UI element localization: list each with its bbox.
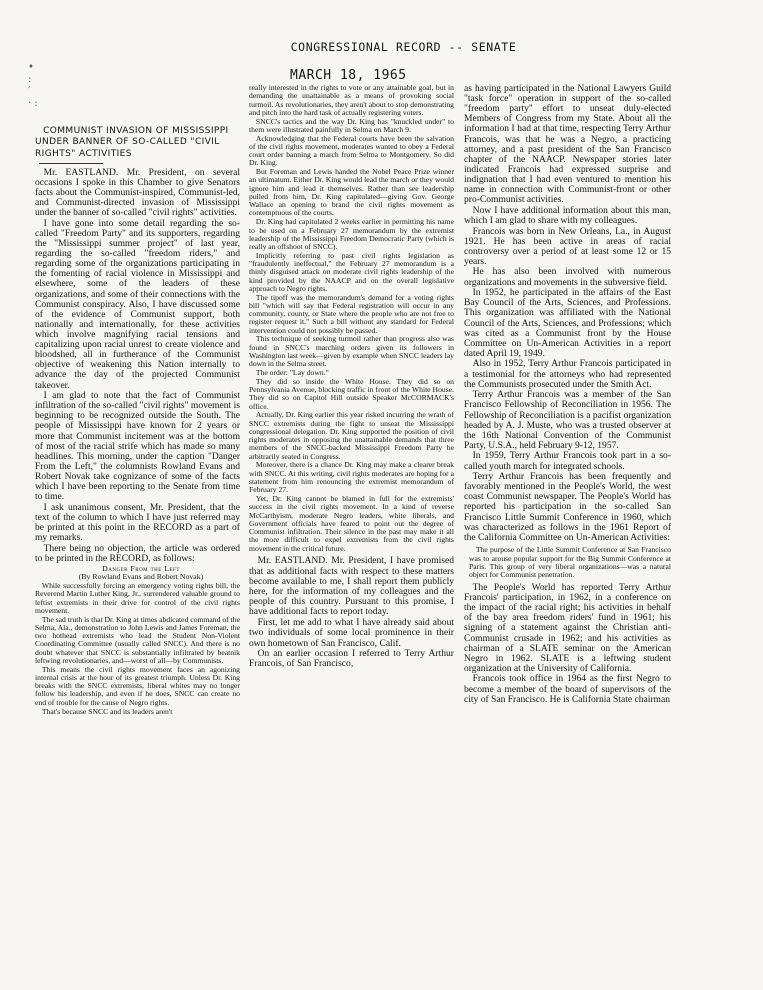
headline-divider	[39, 163, 103, 164]
paragraph: Also in 1952, Terry Arthur Francois participated in a testimonial for the attorneys who had represented the Communists prosecuted under the Smith Act.	[464, 358, 671, 390]
paragraph: Francois was born in New Orleans, La., in August 1921. He has been active in areas of racial controversy over a period of at least some 12 or 15 years.	[464, 225, 671, 267]
paragraph: In 1959, Terry Arthur Francois took part in a so-called youth march for integrated schools.	[464, 450, 671, 472]
margin-mark: :	[28, 74, 32, 85]
paragraph: Mr. EASTLAND. Mr. President, on several occasions I spoke in this Chamber to give Senators facts about the Communist-inspired, Communist-led, and Communist-directed invasion of Mississippi under the banner of so-called "civil rights" activities.	[35, 166, 240, 219]
article-paragraph: Dr. King had capitulated 2 weeks earlier in permitting his name to be used on a February 27 memorandum by the extremist leadership of the Mississippi Freedom Democratic Party (which is really an offshoot of SNCC).	[249, 217, 454, 252]
margin-marks	[28, 62, 38, 110]
column-2	[249, 84, 454, 670]
article-paragraph: This means the civil rights movement faces an agonizing internal crisis at the hour of its greatest triumph. Unless Dr. King breaks with the SNCC extremists, liberal whites may no longer follow his leadership, and even if he does, SNCC can create no end of trouble for the cause of Negro rights.	[35, 664, 240, 707]
article-paragraph: Implicitly referring to past civil rights legislation as "fraudulently ineffectual," the February 27 memorandum is a thinly disguised attack on moderate civil rights leadership of the kind provided by the NAACP and on the overall legislative approach to Negro rights.	[249, 250, 454, 293]
article-paragraph: While successfully forcing an emergency voting rights bill, the Reverend Martin Luther King, Jr., surrendered valuable ground to leftist extremists in their drive for control of the civil rights movement.	[35, 581, 240, 615]
paragraph: He has also been involved with numerous organizations and movements in the subversive field.	[464, 266, 671, 288]
paragraph: Mr. EASTLAND. Mr. President, I have promised that as additional facts with respect to these matters become available to me, I shall report them publicly here, for the information of my colleagues and the people of this country. Pursuant to this promise, I have additional facts to report today.	[249, 555, 454, 618]
column-3	[464, 84, 671, 705]
article-paragraph: really interested in the rights to vote or any attainable goal, but in demanding the unattainable as a means of provoking social turmoil. As revolutionaries, they aren't about to stop demonstrating and pitch into the hard task of actually registering voters.	[249, 83, 454, 117]
page-header-date: MARCH 18, 1965	[290, 68, 407, 83]
page-header-title: CONGRESSIONAL RECORD -- SENATE	[290, 40, 517, 54]
margin-mark: •	[28, 62, 34, 73]
paragraph: I have gone into some detail regarding the so-called "Freedom Party" and its supporters, regarding the "Mississippi summer project" of last year, regarding the so-called "freedom riders," and regarding some of the organizations participating in the fomenting of racial violence in Mississippi and elsewhere, some of the leaders of these organizations, and some of their connections with the Communist conspiracy. Also, I have discussed some of the evidence of Communist support, both nationally and internationally, for these activities which involve magnifying racial tensions and capitalizing upon racial unrest to create violence and bloodshed, all in furtherance of the Communist objective of weakening this Nation internally to advance the day of the projected Communist takeover.	[35, 217, 240, 391]
paragraph: The People's World has reported Terry Arthur Francois' participation, in 1962, in a conference on the impact of the racial right; his activities in behalf of the bay area freedom riders' fund in 1961; his signing of a statement against the Christian anti-Communist crusade in 1962; and his activities as chairman of a SLATE seminar on the American Negro in 1962. SLATE is a leftwing student organization at the University of California.	[464, 581, 671, 674]
article-paragraph: They did so inside the White House. They did so on Pennsylvania Avenue, blocking traffic in front of the White House. They did so on Capitol Hill outside Speaker McCORMACK's office.	[249, 376, 454, 411]
inserted-article-byline: (By Rowland Evans and Robert Novak)	[78, 572, 204, 582]
column-1	[35, 126, 240, 716]
paragraph: On an earlier occasion I referred to Terry Arthur Francois, of San Francisco,	[249, 648, 454, 670]
article-paragraph: The tipoff was the memorandum's demand for a voting rights bill "which will say that Federal registration will occur in any community, county, or State where the people who are not free to register request it." Such a bill without any standard for Federal intervention could not possibly be passed.	[249, 292, 454, 335]
article-headline: COMMUNIST INVASION OF MISSISSIPPI UNDER BANNER OF SO-CALLED "CIVIL RIGHTS" ACTIVITIES	[35, 126, 229, 159]
article-paragraph: SNCC's tactics and the way Dr. King has "knuckled under" to them were illustrated painfully in Selma on March 9.	[249, 116, 454, 134]
paragraph: I am glad to note that the fact of Communist infiltration of the so-called "civil rights" movement is beginning to be recognized outside the South. The people of Mississippi have known for 2 years or more that Communist incitement was at the bottom of most of the racial strife which has made so many headlines. This morning, under the caption "Danger From the Left," the columnists Rowland Evans and Robert Novak take cognizance of some of the facts which I have been reporting to the Senate from time to time.	[35, 390, 240, 503]
paragraph: Francois took office in 1964 as the first Negro to become a member of the board of supervisors of the city of San Francisco. He is California State chairman	[464, 673, 671, 705]
article-paragraph: The order: "Lay down."	[255, 368, 329, 378]
inserted-article-title: Danger From the Left	[102, 563, 180, 573]
margin-mark: · :	[28, 98, 38, 109]
article-paragraph: Yet, Dr. King cannot be blamed in full for the extremists' success in the civil rights movement. In a kind of reverse McCarthyism, moderate Negro leaders, white liberals, and Government officials have feared to point out the degree of Communist infiltration. Their silence in the past may make it all the more difficult to expel extremists from the civil rights movement in the critical future.	[249, 494, 454, 553]
article-paragraph: But Foreman and Lewis handed the Nobel Peace Prize winner an ultimatum. Either Dr. King would lead the march or they would ignore him and lead it themselves. Rather than see leadership pulled from him, Dr. King capitulated—giving Gov. George Wallace an opening to brand the civil rights movement as contemptuous of the courts.	[249, 167, 454, 218]
paragraph: as having participated in the National Lawyers Guild "task force" operation in support of the so-called "freedom party" effort to unseat duly-elected Members of Congress from my State. About all the information I had at that time, respecting Terry Arthur Francois, was that he was a Negro, a practicing attorney, and a past president of the San Francisco chapter of the NAACP. Newspaper stories later indicated Francois had expressed surprise and indignation that I had even ventured to mention his name in connection with Communist-front or other pro-Communist activities.	[464, 83, 671, 206]
article-paragraph: Moreover, there is a chance Dr. King may make a clearer break with SNCC. At this writing, civil rights moderates are hoping for a statement from him renouncing the extremist memorandum of February 27.	[249, 460, 454, 495]
paragraph: First, let me add to what I have already said about two individuals of some local prominence in their own hometown of San Francisco, Calif.	[249, 617, 454, 649]
article-paragraph: Actually, Dr. King earlier this year risked incurring the wrath of SNCC extremists during the fight to unseat the Mississippi congressional delegation. Dr. King supported the position of civil rights moderates in opposing the unattainable demands that three members of the SNCC-backed Mississippi Freedom Party be arbitrarily seated in Congress.	[249, 410, 454, 461]
paragraph: In 1952, he participated in the affairs of the East Bay Council of the Arts, Sciences, and Professions. This organization was affiliated with the National Council of the Arts, Sciences, and Professions; which was cited as a Communist front by the House Committee on Un-American Activities in a report dated April 19, 1949.	[464, 287, 671, 359]
article-paragraph: This technique of seeking turmoil rather than progress also was found in SNCC's marching orders given its followers in Washington last week—given by example when SNCC leaders lay down in the Selma street.	[249, 334, 454, 369]
paragraph: There being no objection, the article was ordered to be printed in the RECORD, as follows:	[35, 542, 240, 564]
paragraph: Now I have additional information about this man, which I am glad to share with my colleagues.	[464, 204, 671, 226]
article-paragraph: Acknowledging that the Federal courts have been the salvation of the civil rights movement, moderates wanted to obey a Federal court order banning a march from Selma to Montgomery. So did Dr. King.	[249, 133, 454, 168]
margin-mark: ′	[28, 86, 31, 97]
article-paragraph: The sad truth is that Dr. King at times abdicated command of the Selma, Ala., demonstration to John Lewis and James Foreman, the two hothead extremists who lead the Student Non-Violent Coordinating Committee (usually called SNCC). And there is no doubt whatever that SNCC is substantially infiltrated by beatnik leftwing revolutionaries, and—worst of all—by Communists.	[35, 614, 240, 665]
paragraph: Terry Arthur Francois has been frequently and favorably mentioned in the People's World, the west coast Communist newspaper. The People's World has reported his participation in the so-called San Francisco Little Summit Conference in 1960, which was characterized as follows in the 1961 Report of the California Committee on Un-American Activities:	[464, 471, 671, 543]
article-paragraph: That's because SNCC and its leaders aren't	[41, 706, 173, 716]
block-quote: The purpose of the Little Summit Conference at San Francisco was to arouse popular support for the Big Summit Conference at Paris. This group of very liberal organizations—was a natural object for Communist penetration.	[469, 545, 671, 580]
paragraph: Terry Arthur Francois was a member of the San Francisco Fellowship of Reconciliation in 1956. The Fellowship of Reconciliation is a pacifist organization headed by A. J. Muste, who was a trusted observer at the 16th National Convention of the Communist Party, U.S.A., held February 9-12, 1957.	[464, 389, 671, 451]
paragraph: I ask unanimous consent, Mr. President, that the text of the column to which I have just referred may be printed at this point in the RECORD as a part of my remarks.	[35, 501, 240, 544]
